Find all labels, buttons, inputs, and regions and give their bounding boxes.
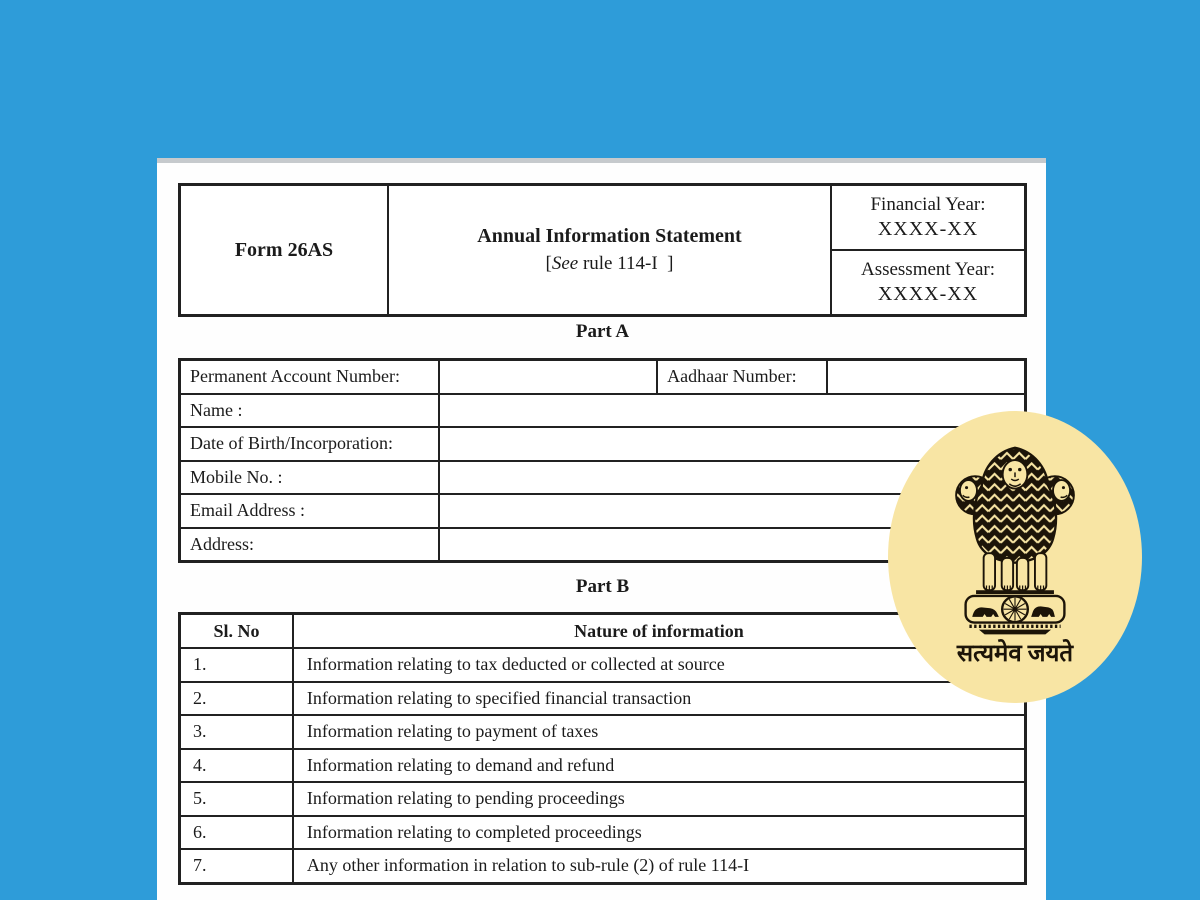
name-label: Name :: [180, 394, 440, 428]
table-row: [180, 360, 1026, 394]
row-nature: Any other information in relation to sub-rule (2) of rule 114-I: [293, 849, 1026, 883]
column-header-nature: Nature of information: [293, 614, 1026, 649]
form-title-cell: [389, 186, 830, 314]
row-sl-no: 3.: [180, 715, 293, 749]
form-number-label: Form 26AS: [181, 186, 389, 314]
table-row: [180, 427, 1026, 461]
table-row: [180, 816, 1026, 850]
row-sl-no: 6.: [180, 816, 293, 850]
table-row: [180, 394, 1026, 428]
assessment-year-label: Assessment Year:: [860, 259, 996, 280]
row-sl-no: 4.: [180, 749, 293, 783]
emblem-circle: [888, 411, 1142, 703]
form-subtitle: [545, 253, 673, 275]
table-row: [180, 749, 1026, 783]
dob-label: Date of Birth/Incorporation:: [180, 427, 440, 461]
row-nature: Information relating to specified financial transaction: [293, 682, 1026, 716]
form-title: Annual Information Statement: [477, 225, 742, 247]
assessment-year-cell: [832, 251, 1024, 314]
table-row: [180, 682, 1026, 716]
part-b-table: [178, 612, 1027, 885]
financial-year-cell: [832, 186, 1024, 251]
table-row: [180, 782, 1026, 816]
subtitle-see-word: See: [551, 253, 579, 274]
pan-label: Permanent Account Number:: [180, 360, 440, 394]
table-row: [180, 715, 1026, 749]
name-value-cell: [439, 394, 1025, 428]
page-scan-edge: [157, 158, 1046, 163]
mobile-label: Mobile No. :: [180, 461, 440, 495]
column-header-sl-no: Sl. No: [180, 614, 293, 649]
row-nature: Information relating to completed proceedings: [293, 816, 1026, 850]
row-nature: Information relating to pending proceedings: [293, 782, 1026, 816]
row-sl-no: 7.: [180, 849, 293, 883]
part-a-heading: Part A: [575, 321, 630, 342]
financial-year-label: Financial Year:: [870, 194, 986, 215]
row-nature: Information relating to demand and refund: [293, 749, 1026, 783]
pan-value-cell: [439, 360, 657, 394]
aadhaar-label: Aadhaar Number:: [657, 360, 827, 394]
financial-year-value: XXXX-XX: [877, 218, 979, 240]
form-header-table: [178, 183, 1027, 317]
row-nature: Information relating to tax deducted or collected at source: [293, 648, 1026, 682]
row-sl-no: 1.: [180, 648, 293, 682]
motto-text: सत्यमेव जयते: [956, 641, 1074, 667]
ashoka-lion-capital-icon: [939, 440, 1091, 635]
table-row: [180, 849, 1026, 883]
assessment-year-value: XXXX-XX: [877, 283, 979, 305]
table-row: [180, 461, 1026, 495]
row-nature: Information relating to payment of taxes: [293, 715, 1026, 749]
part-b-heading: Part B: [575, 576, 630, 597]
address-label: Address:: [180, 528, 440, 562]
subtitle-open-bracket: [: [545, 253, 552, 274]
subtitle-rule-text: rule 114-I ]: [578, 253, 674, 274]
aadhaar-value-cell: [827, 360, 1026, 394]
table-header-row: [180, 614, 1026, 649]
email-label: Email Address :: [180, 494, 440, 528]
row-sl-no: 5.: [180, 782, 293, 816]
table-row: [180, 648, 1026, 682]
year-cells: [830, 186, 1024, 314]
row-sl-no: 2.: [180, 682, 293, 716]
